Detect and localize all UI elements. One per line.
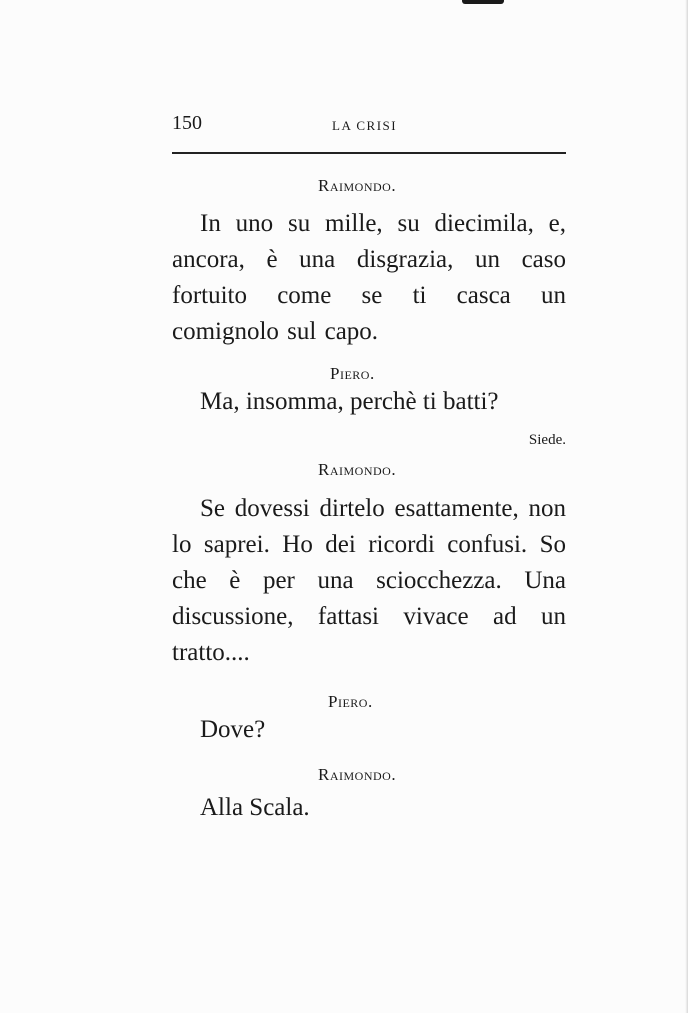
speaker-label: Piero.	[330, 364, 375, 383]
speech-text: Alla Scala.	[200, 794, 310, 821]
speech-text: Dove?	[200, 716, 266, 743]
speech-text: Se dovessi dirtelo esattamente, non lo saprei. Ho dei ricordi confusi. So che è per una sciocchezza. Una discussione, fattasi vivace ad un tratto....	[172, 495, 566, 666]
header-rule	[172, 152, 566, 154]
scan-mark	[462, 0, 504, 4]
speaker-label: Raimondo.	[318, 176, 397, 195]
speech-text: In uno su mille, su diecimila, e, ancora, è una disgrazia, un caso fortuito come se ti casca un comignolo sul capo.	[172, 210, 566, 345]
running-title: LA CRISI	[332, 118, 398, 133]
speaker-label: Piero.	[328, 692, 373, 711]
speaker-label: Raimondo.	[318, 765, 397, 784]
speech-text: Ma, insomma, perchè ti batti?	[200, 388, 499, 415]
stage-direction: Siede.	[528, 432, 566, 448]
page-number: 150	[172, 112, 202, 134]
page-header	[172, 112, 566, 138]
speaker-label: Raimondo.	[318, 460, 397, 479]
